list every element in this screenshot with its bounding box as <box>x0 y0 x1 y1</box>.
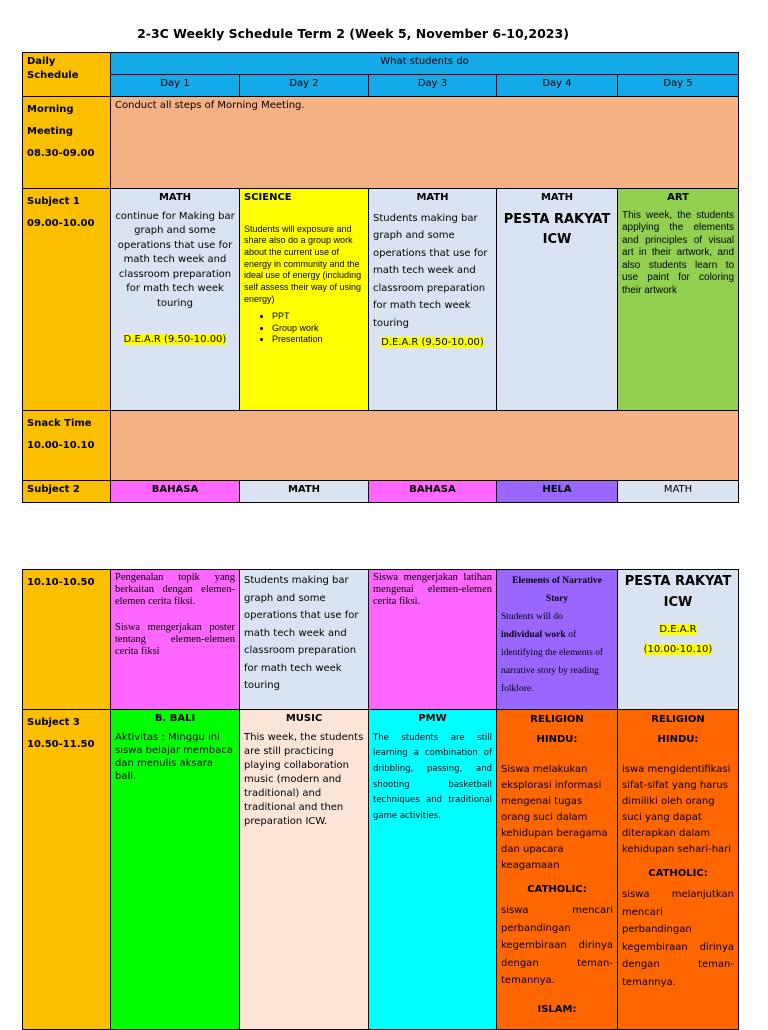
event-text: PESTA RAKYAT ICW <box>503 211 611 248</box>
subject2-day4-cell <box>497 481 618 503</box>
bullet-item: • PPT <box>272 311 364 322</box>
subject-name: B. BALI <box>154 713 196 724</box>
bullet-item: • Presentation <box>272 334 364 345</box>
activity-text: Siswa mengerjakan poster tentang elemen-elemen cerita fiksi <box>115 622 235 658</box>
activity-text: Siswa melakukan eksplorasi informasi mengenai tugas orang suci dalam kehidupan beragama dan upacara keagamaan <box>501 764 608 871</box>
religion-islam: ISLAM: <box>537 1003 577 1015</box>
subject3-day5-cell <box>618 710 739 1030</box>
subject-name: PMW <box>418 713 447 724</box>
subject2-day3-cell <box>369 481 497 503</box>
morning-meeting-text: Conduct all steps of Morning Meeting. <box>115 100 305 111</box>
schedule-table-bottom <box>22 569 739 1030</box>
activity-bullets <box>244 311 364 345</box>
subject3-day2-cell <box>240 710 369 1030</box>
activity-text: continue for Making bar graph and some operations that use for math tech week and classroom preparation for math tech week touring <box>115 210 235 309</box>
activity-text: siswa melanjutkan mencari perbandingan kegembiraan dirinya dengan teman-temannya. <box>622 889 734 988</box>
block2-day2-cell <box>240 570 369 710</box>
activity-emphasis: individual work <box>501 630 566 641</box>
snack-time-cell <box>111 411 739 481</box>
activity-text: siswa mencari perbandingan kegembiraan dirinya dengan teman-temannya. <box>501 905 613 986</box>
subject2-day1-cell <box>111 481 240 503</box>
activity-text: iswa mengidentifikasi sifat-sifat yang harus dimiliki oleh orang suci yang dapat diterapkan dalam kehidupan sehari-hari <box>622 764 732 855</box>
subject-name: RELIGION <box>530 714 584 725</box>
activity-text: Aktivitas : Minggu ini siswa belajar membaca dan menulis aksara bali. <box>115 731 234 782</box>
dear-time: (10.00-10.10) <box>643 643 713 655</box>
block2-time-label: 10.10-10.50 <box>23 570 111 710</box>
day-header: Day 5 <box>618 75 739 97</box>
religion-catholic: CATHOLIC: <box>648 868 708 879</box>
subject1-day3-cell <box>369 189 497 411</box>
subject-name: HELA <box>542 484 572 495</box>
snack-time-label: Snack Time 10.00-10.10 <box>23 411 111 481</box>
block2-day3-cell <box>369 570 497 710</box>
activity-text: Students making bar graph and some operations that use for math tech week and classroom preparation for math tech week touring <box>373 212 488 329</box>
subject-name: ART <box>667 192 689 203</box>
activity-text: The students are still learning a combination of dribbling, passing, and shooting basketball techniques and traditional game activities. <box>373 732 492 822</box>
activity-text: Students will do <box>501 612 563 623</box>
bullet-item: • Group work <box>272 323 364 334</box>
religion-hindu: HINDU: <box>657 734 699 745</box>
activity-text: Siswa mengerjakan latihan mengenai elemen-elemen cerita fiksi. <box>373 572 492 608</box>
dear-note: D.E.A.R (9.50-10.00) <box>381 337 484 348</box>
morning-meeting-cell <box>111 97 739 189</box>
block2-day4-cell <box>497 570 618 710</box>
activity-title: Elements of Narrative Story <box>512 576 602 605</box>
subject2-day5-cell <box>618 481 739 503</box>
activity-text: Pengenalan topik yang berkaitan dengan elemen-elemen cerita fiksi. <box>115 572 235 608</box>
subject3-label: Subject 3 10.50-11.50 <box>23 710 111 1030</box>
subject-name: MATH <box>287 484 321 495</box>
subject-name: SCIENCE <box>244 192 292 203</box>
block2-day1-cell <box>111 570 240 710</box>
dear-note: D.E.A.R (9.50-10.00) <box>123 334 227 345</box>
morning-meeting-label: Morning Meeting 08.30-09.00 <box>23 97 111 189</box>
activity-text: Students will exposure and share also do a group work about the current use of energy in community and the ideal use of energy (including self assess their way of using energy) <box>244 223 362 304</box>
subject-name: BAHASA <box>151 484 199 495</box>
subject-name: MATH <box>663 484 693 495</box>
what-students-do-header: What students do <box>111 53 739 75</box>
activity-text: This week, the students applying the elements and principles of visual art in their artwork, and also students learn to use paint for coloring their artwork <box>622 209 735 296</box>
day-header: Day 2 <box>240 75 369 97</box>
daily-schedule-header: Daily Schedule <box>23 53 111 97</box>
day-header: Day 1 <box>111 75 240 97</box>
subject1-day4-cell <box>497 189 618 411</box>
activity-text: of identifying the elements of narrative story by reading folklore. <box>501 630 604 695</box>
day-header: Day 4 <box>497 75 618 97</box>
dear-note: D.E.A.R <box>659 623 697 635</box>
subject-name: BAHASA <box>409 484 456 495</box>
subject3-day4-cell <box>497 710 618 1030</box>
subject-name: MATH <box>158 192 192 203</box>
subject2-label: Subject 2 <box>23 481 111 503</box>
activity-text: This week, the students are still practicing playing collaboration music (modern and traditional) and traditional and then preparation ICW. <box>244 731 364 827</box>
subject2-day2-cell <box>240 481 369 503</box>
event-text: PESTA RAKYAT ICW <box>624 574 732 610</box>
block2-day5-cell <box>618 570 739 710</box>
subject1-label: Subject 1 09.00-10.00 <box>23 189 111 411</box>
page-title: 2-3C Weekly Schedule Term 2 (Week 5, November 6-10,2023) <box>137 26 569 41</box>
subject1-day5-cell <box>618 189 739 411</box>
subject3-day1-cell <box>111 710 240 1030</box>
subject3-day3-cell <box>369 710 497 1030</box>
subject1-day1-cell <box>111 189 240 411</box>
religion-catholic: CATHOLIC: <box>527 884 587 895</box>
day-header: Day 3 <box>369 75 497 97</box>
religion-hindu: HINDU: <box>536 734 578 745</box>
activity-text: Students making bar graph and some operations that use for math tech week and classroom preparation for math tech week touring <box>244 575 359 691</box>
subject-name: RELIGION <box>651 714 705 725</box>
subject-name: MATH <box>416 192 449 203</box>
subject-name: MATH <box>540 192 574 203</box>
subject1-day2-cell <box>240 189 369 411</box>
schedule-table-top <box>22 52 739 503</box>
subject-name: MUSIC <box>285 713 323 724</box>
